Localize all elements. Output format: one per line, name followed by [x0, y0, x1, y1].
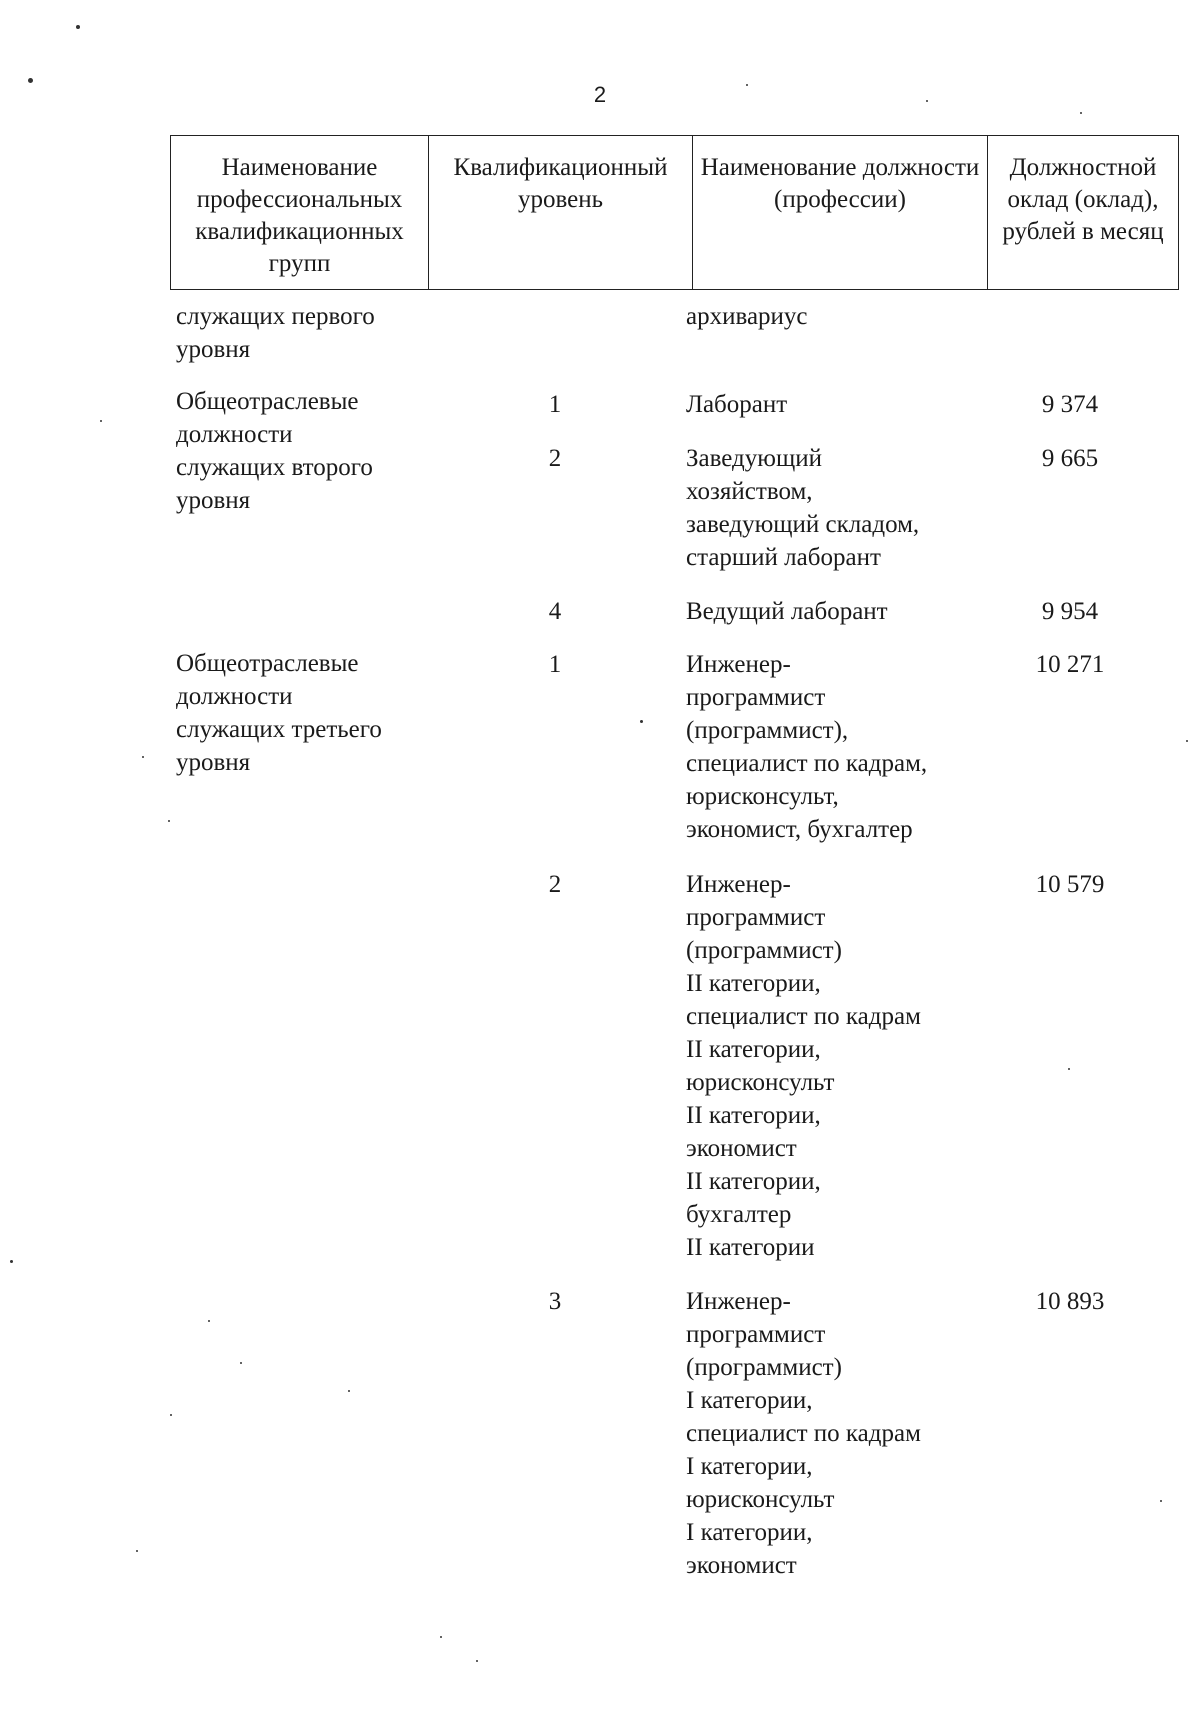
scan-speck [136, 1550, 138, 1552]
group3-row1-position: Инженер- программист (программист), специалист по кадрам, юрисконсульт, экономист, бухгалтер [686, 651, 928, 843]
scan-speck [240, 1362, 242, 1364]
scan-speck [926, 100, 928, 102]
header-salary: Должностной оклад (оклад), рублей в месяц [988, 136, 1179, 290]
scan-speck [208, 1320, 210, 1322]
header-qualification-level: Квалификационный уровень [429, 136, 693, 290]
group2-name: Общеотраслевые должности служащих второго уровня [176, 388, 373, 514]
group3-row2-salary: 10 579 [1035, 871, 1105, 898]
group3-row1-salary: 10 271 [1035, 651, 1105, 678]
scan-speck [10, 1260, 13, 1263]
group2-row3-level: 4 [548, 598, 562, 625]
scan-speck [476, 1660, 478, 1662]
group3-name: Общеотраслевые должности служащих третьего уровня [176, 650, 382, 776]
group2-row1-level: 1 [548, 391, 562, 418]
scan-speck [1080, 112, 1082, 114]
group3-row3-salary: 10 893 [1035, 1288, 1105, 1315]
group2-row3-salary: 9 954 [1041, 598, 1099, 625]
scan-speck [348, 1390, 350, 1392]
scan-speck [28, 78, 33, 83]
scan-speck [640, 720, 643, 723]
header-position-name: Наименование должности (профессии) [693, 136, 988, 290]
group3-row1-level: 1 [548, 651, 562, 678]
continuation-group-name: служащих первого уровня [176, 303, 375, 363]
table-header [170, 135, 1179, 290]
scan-speck [746, 84, 748, 86]
group2-row3-position: Ведущий лаборант [686, 598, 888, 625]
group3-row3-level: 3 [548, 1288, 562, 1315]
scan-speck [100, 420, 102, 422]
scan-speck [1160, 1500, 1162, 1502]
group2-row2-level: 2 [548, 445, 562, 472]
scan-speck [76, 25, 80, 29]
scan-speck [170, 1414, 172, 1416]
group2-row2-position: Заведующий хозяйством, заведующий складом, старший лаборант [686, 445, 920, 571]
continuation-position: архивариус [686, 303, 808, 330]
group3-row2-level: 2 [548, 871, 562, 898]
scan-speck [168, 820, 170, 822]
scan-speck [1068, 1068, 1070, 1070]
group3-row3-position: Инженер- программист (программист) I категории, специалист по кадрам I категории, юрисконсульт I категории, экономист [686, 1288, 921, 1579]
scan-speck [440, 1636, 442, 1638]
page-number: 2 [593, 82, 607, 107]
group2-row1-position: Лаборант [686, 391, 788, 418]
scan-speck [1186, 740, 1188, 742]
group2-row1-salary: 9 374 [1041, 391, 1099, 418]
group3-row2-position: Инженер- программист (программист) II категории, специалист по кадрам II категории, юрисконсульт II категории, экономист II категории, бухгалтер II категории [686, 871, 921, 1261]
group2-row2-salary: 9 665 [1041, 445, 1099, 472]
scan-speck [142, 756, 144, 758]
header-group-name: Наименование профессиональных квалификационных групп [171, 136, 429, 290]
